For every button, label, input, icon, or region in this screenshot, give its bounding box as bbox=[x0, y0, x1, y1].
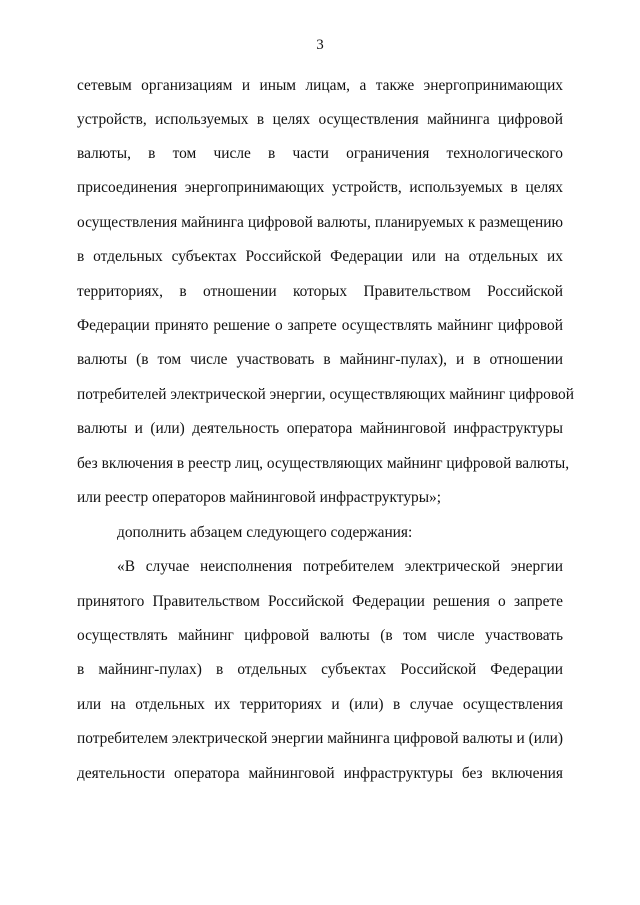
text-line-8: Федерации принято решение о запрете осуществлять майнинг цифровой bbox=[77, 317, 563, 334]
text-line-3: валюты, в том числе в части ограничения технологического bbox=[77, 145, 563, 162]
text-line-17: осуществлять майнинг цифровой валюты (в том числе участвовать bbox=[77, 627, 563, 644]
text-line-9: валюты (в том числе участвовать в майнинг-пулах), и в отношении bbox=[77, 351, 563, 368]
text-line-10: потребителей электрической энергии, осуществляющих майнинг цифровой bbox=[77, 386, 574, 403]
text-line-5: осуществления майнинга цифровой валюты, планируемых к размещению bbox=[77, 214, 563, 231]
text-line-11: валюты и (или) деятельность оператора майнинговой инфраструктуры bbox=[77, 420, 563, 437]
text-line-7: территориях, в отношении которых Правительством Российской bbox=[77, 283, 563, 300]
text-line-1: сетевым организациям и иным лицам, а также энергопринимающих bbox=[77, 77, 563, 94]
text-line-12: без включения в реестр лиц, осуществляющих майнинг цифровой валюты, bbox=[77, 455, 570, 472]
text-line-14: дополнить абзацем следующего содержания: bbox=[117, 524, 413, 541]
text-line-16: принятого Правительством Российской Федерации решения о запрете bbox=[77, 593, 563, 610]
text-line-15: «В случае неисполнения потребителем электрической энергии bbox=[117, 558, 563, 575]
text-line-6: в отдельных субъектах Российской Федерации или на отдельных их bbox=[77, 248, 563, 265]
text-line-2: устройств, используемых в целях осуществления майнинга цифровой bbox=[77, 111, 563, 128]
text-line-13: или реестр операторов майнинговой инфраструктуры»; bbox=[77, 489, 442, 506]
text-line-21: деятельности оператора майнинговой инфраструктуры без включения bbox=[77, 765, 563, 782]
text-line-4: присоединения энергопринимающих устройств, используемых в целях bbox=[77, 179, 563, 196]
text-line-18: в майнинг-пулах) в отдельных субъектах Российской Федерации bbox=[77, 661, 563, 678]
text-line-19: или на отдельных их территориях и (или) в случае осуществления bbox=[77, 696, 563, 713]
page-number: 3 bbox=[316, 37, 324, 53]
text-line-20: потребителем электрической энергии майнинга цифровой валюты и (или) bbox=[77, 730, 563, 747]
